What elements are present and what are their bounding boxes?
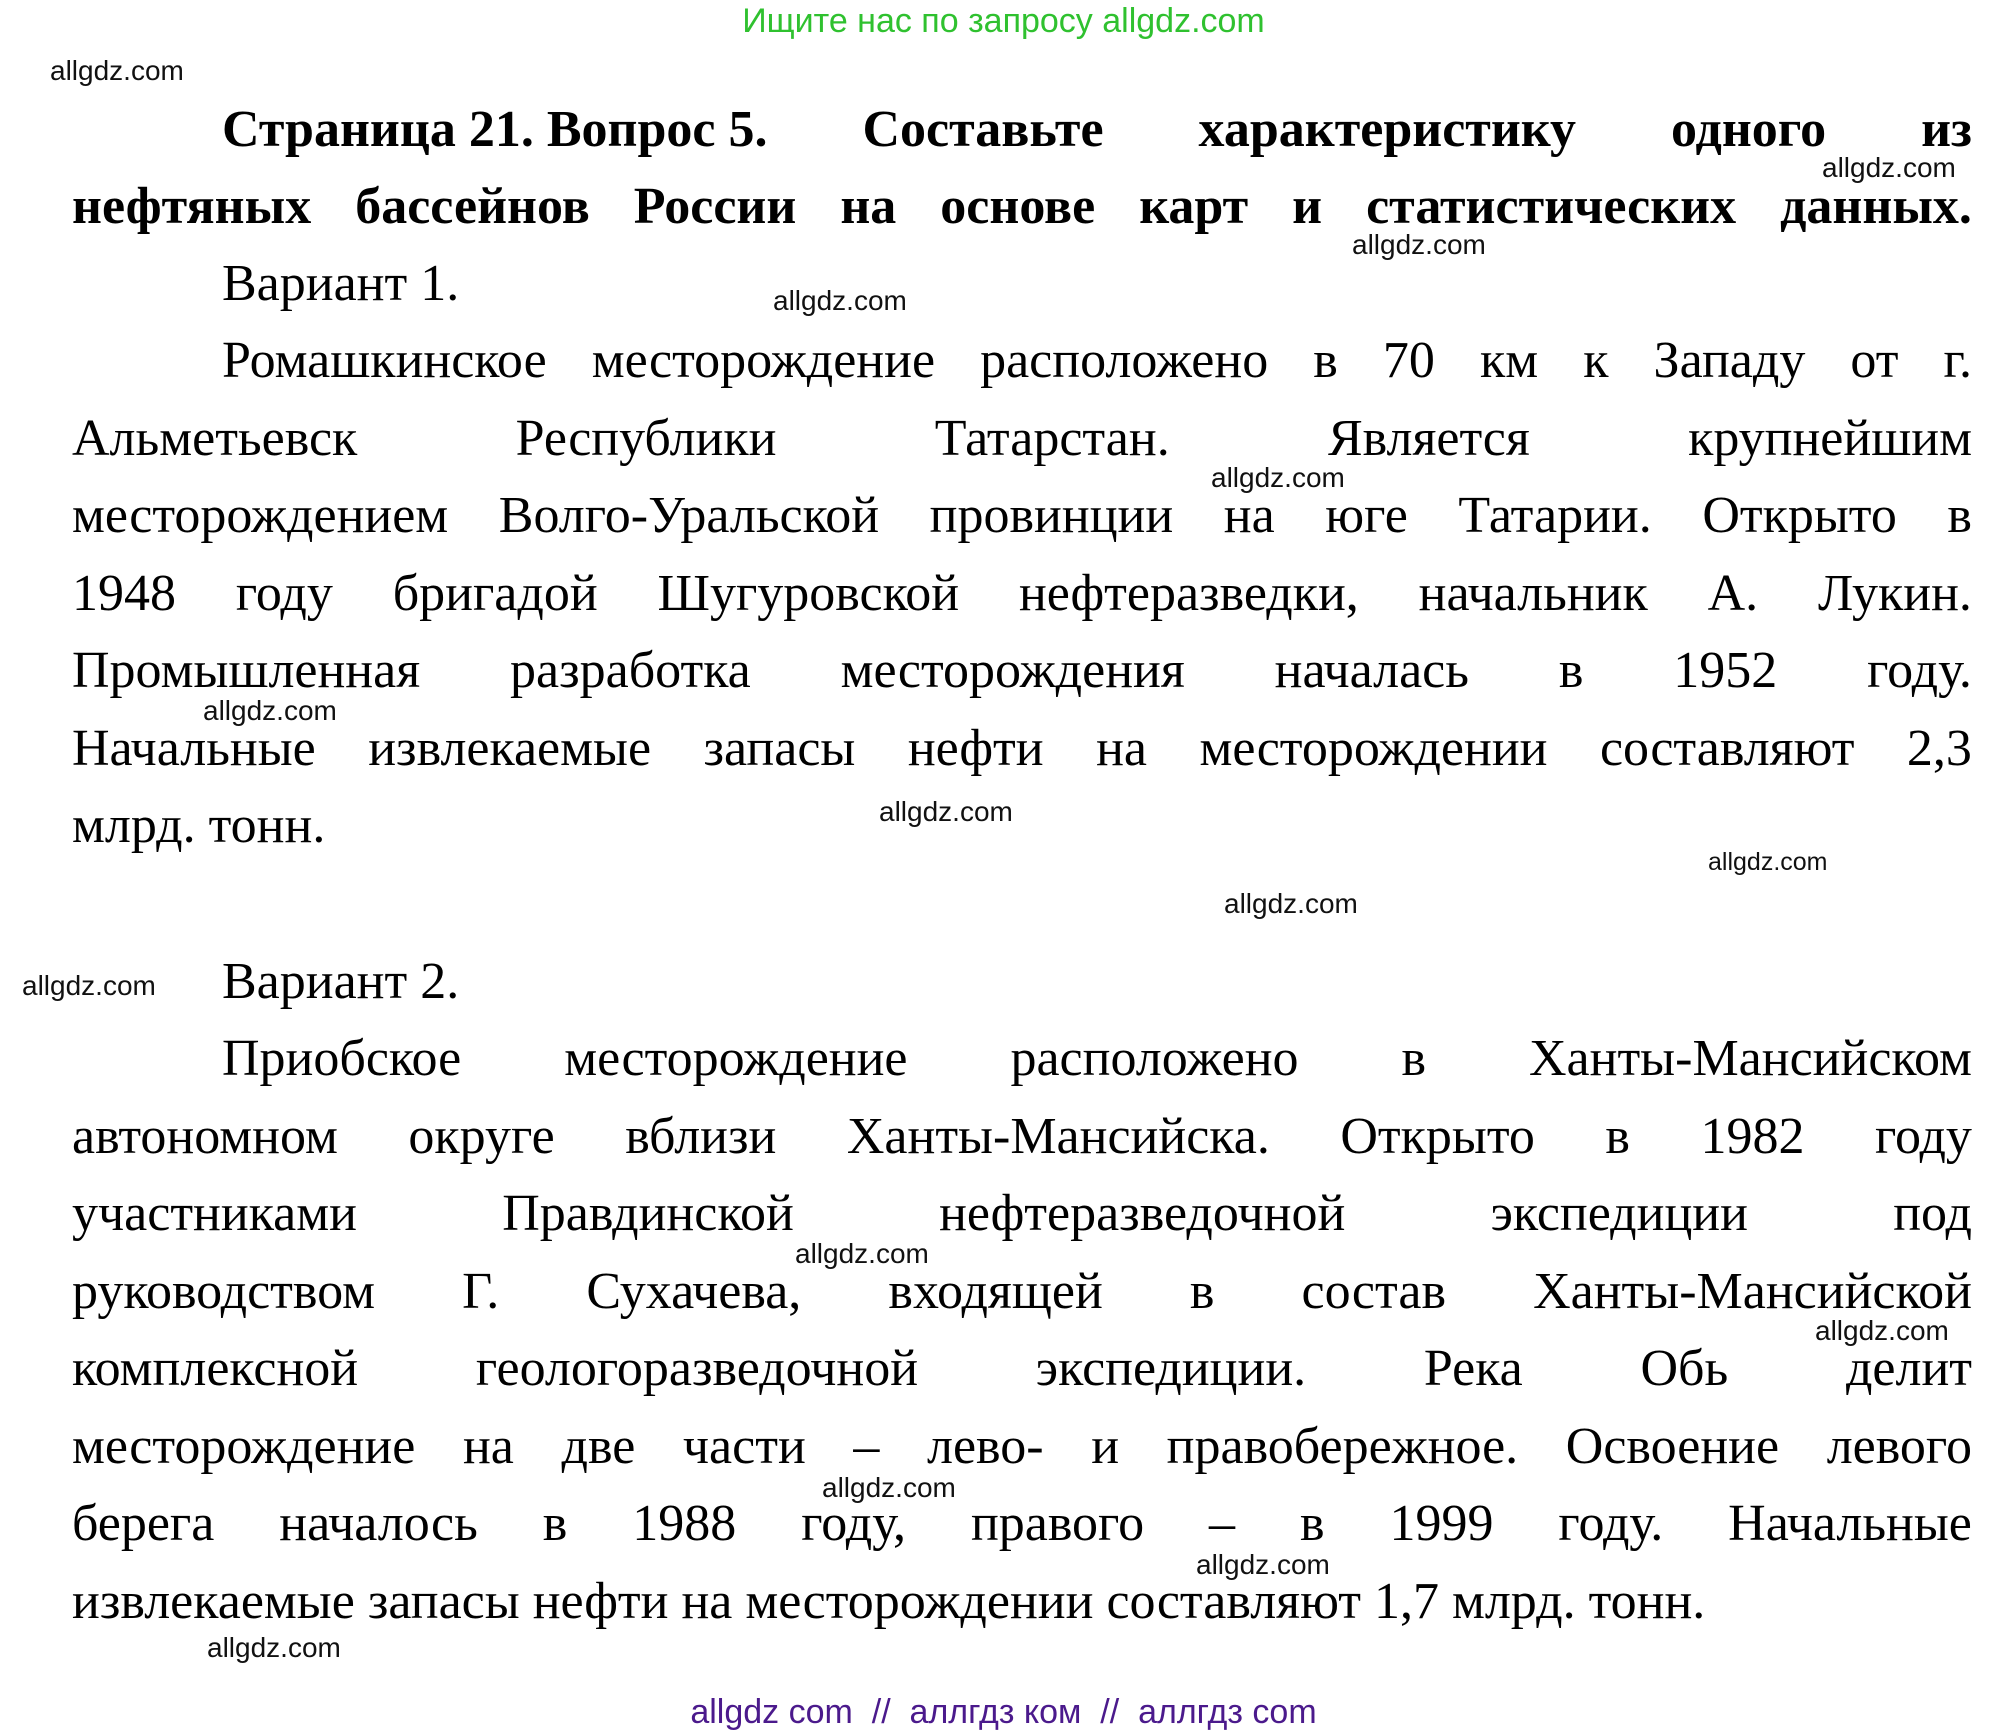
variant2-line-7 bbox=[72, 1485, 1972, 1562]
variant1-title: Вариант 1. bbox=[222, 255, 460, 312]
word: нефти bbox=[907, 719, 1044, 777]
word: под bbox=[1893, 1185, 1972, 1242]
word: году, bbox=[801, 1495, 907, 1552]
word: разработка bbox=[510, 642, 751, 699]
variant2-line-1 bbox=[72, 1020, 1972, 1097]
word: характеристику bbox=[1198, 101, 1577, 158]
word: правобережное. bbox=[1166, 1417, 1519, 1475]
word: России bbox=[633, 178, 797, 235]
variant1-line-3 bbox=[72, 477, 1972, 554]
word: в bbox=[1947, 487, 1972, 544]
word: нефтеразведки, bbox=[1018, 564, 1359, 622]
word: году bbox=[1874, 1107, 1972, 1165]
word: одного bbox=[1671, 101, 1827, 158]
word: округе bbox=[408, 1107, 555, 1165]
word: началась bbox=[1274, 642, 1469, 699]
word: части bbox=[682, 1417, 806, 1475]
watermark: allgdz.com bbox=[1708, 848, 1828, 876]
word: 70 bbox=[1382, 332, 1435, 389]
question-heading-line-1 bbox=[72, 91, 1972, 168]
word: Западу bbox=[1653, 332, 1806, 389]
variant2-line-8 bbox=[72, 1563, 1972, 1640]
word: левого bbox=[1826, 1417, 1972, 1475]
word: Лукин. bbox=[1818, 564, 1972, 622]
watermark: allgdz.com bbox=[1822, 152, 1956, 183]
word: основе bbox=[940, 178, 1096, 235]
word: статистических bbox=[1366, 178, 1737, 235]
word: Ханты-Мансийском bbox=[1529, 1030, 1972, 1087]
word: Правдинской bbox=[502, 1185, 794, 1242]
word: крупнейшим bbox=[1688, 409, 1972, 467]
word: участниками bbox=[72, 1185, 357, 1242]
watermark: allgdz.com bbox=[22, 970, 156, 1001]
watermark: allgdz.com bbox=[773, 285, 907, 316]
word: нефтяных bbox=[72, 178, 312, 235]
word: Река bbox=[1423, 1340, 1523, 1397]
variant1-line-4 bbox=[72, 555, 1972, 632]
word: 1982 bbox=[1700, 1107, 1805, 1165]
watermark: allgdz.com bbox=[1815, 1315, 1949, 1346]
word: – bbox=[853, 1417, 880, 1475]
word: юге bbox=[1325, 487, 1408, 544]
word: и bbox=[1091, 1417, 1120, 1475]
variant2-title: Вариант 2. bbox=[222, 953, 460, 1010]
word: на bbox=[1223, 487, 1275, 544]
word: начальник bbox=[1418, 564, 1648, 622]
word: правого bbox=[970, 1495, 1145, 1552]
word: провинции bbox=[929, 487, 1174, 544]
word: Шугуровской bbox=[657, 564, 960, 622]
word: бригадой bbox=[392, 564, 598, 622]
word: на bbox=[840, 178, 897, 235]
word: лево- bbox=[927, 1417, 1044, 1475]
variant1-line-6 bbox=[72, 710, 1972, 787]
word: году. bbox=[1558, 1495, 1664, 1552]
word: руководством bbox=[72, 1262, 376, 1320]
word: 1988 bbox=[632, 1495, 737, 1552]
word: месторождении bbox=[1199, 719, 1548, 777]
word: Ханты-Мансийской bbox=[1533, 1262, 1972, 1320]
word: месторождение bbox=[72, 1417, 416, 1475]
word: началось bbox=[279, 1495, 478, 1552]
word: делит bbox=[1845, 1340, 1972, 1397]
word: извлекаемые bbox=[368, 719, 652, 777]
word: Промышленная bbox=[72, 642, 421, 699]
word: 2,3 bbox=[1906, 719, 1972, 777]
word: году. bbox=[1867, 642, 1972, 699]
word: в bbox=[1189, 1262, 1215, 1320]
word: Является bbox=[1327, 409, 1530, 467]
variant2-line-3 bbox=[72, 1175, 1972, 1252]
question-heading-line-2 bbox=[72, 168, 1972, 245]
word: Освоение bbox=[1565, 1417, 1780, 1475]
word: к bbox=[1583, 332, 1609, 389]
word: Республики bbox=[515, 409, 777, 467]
watermark: allgdz.com bbox=[207, 1632, 341, 1663]
word: экспедиции bbox=[1490, 1185, 1748, 1242]
word: из bbox=[1921, 101, 1972, 158]
word: Составьте bbox=[862, 101, 1104, 158]
variant2-line-5 bbox=[72, 1330, 1972, 1407]
word: млрд. тонн. bbox=[72, 797, 326, 854]
mirror-links-footer: allgdz com // аллгдз ком // аллгдз com bbox=[690, 1693, 1317, 1731]
watermark: allgdz.com bbox=[203, 695, 337, 726]
word: на bbox=[462, 1417, 514, 1475]
variant2-line-4 bbox=[72, 1253, 1972, 1330]
word: А. bbox=[1707, 564, 1759, 622]
word: в bbox=[1558, 642, 1584, 699]
watermark: allgdz.com bbox=[1196, 1549, 1330, 1580]
watermark: allgdz.com bbox=[1224, 888, 1358, 919]
variant1-line-5 bbox=[72, 632, 1972, 709]
word: берега bbox=[72, 1495, 215, 1552]
word: Приобское bbox=[222, 1030, 462, 1087]
word: входящей bbox=[888, 1262, 1103, 1320]
word: 1952 bbox=[1673, 642, 1778, 699]
word: в bbox=[1299, 1495, 1325, 1552]
word: в bbox=[1605, 1107, 1630, 1165]
word: г. bbox=[1943, 332, 1972, 389]
word: в bbox=[1401, 1030, 1427, 1087]
word: Ханты-Мансийска. bbox=[846, 1107, 1270, 1165]
word: – bbox=[1209, 1495, 1236, 1552]
word: карт bbox=[1139, 178, 1249, 235]
word: месторождением bbox=[72, 487, 449, 544]
word: бассейнов bbox=[355, 178, 590, 235]
watermark: allgdz.com bbox=[822, 1472, 956, 1503]
word: автономном bbox=[72, 1107, 338, 1165]
word: геологоразведочной bbox=[475, 1340, 919, 1397]
word: Обь bbox=[1640, 1340, 1729, 1397]
word: Альметьевск bbox=[72, 409, 358, 467]
word: извлекаемые запасы нефти на месторождении составляют 1,7 млрд. тонн. bbox=[72, 1572, 1706, 1630]
word: Ромашкинское bbox=[222, 332, 547, 389]
word: состав bbox=[1301, 1262, 1446, 1320]
watermark: allgdz.com bbox=[1211, 462, 1345, 493]
watermark: allgdz.com bbox=[1352, 229, 1486, 260]
search-banner: Ищите нас по запросу allgdz.com bbox=[742, 2, 1265, 40]
variant1-line-2 bbox=[72, 400, 1972, 477]
word: комплексной bbox=[72, 1340, 359, 1397]
word: 1948 bbox=[72, 564, 176, 622]
word: вблизи bbox=[625, 1107, 777, 1165]
word: на bbox=[1096, 719, 1147, 777]
word: Г. bbox=[462, 1262, 500, 1320]
word: запасы bbox=[703, 719, 856, 777]
word: Начальные bbox=[1728, 1495, 1972, 1552]
word: данных. bbox=[1780, 178, 1972, 235]
word: Страница 21. Вопрос 5. bbox=[222, 101, 768, 158]
word: расположено bbox=[1010, 1030, 1299, 1087]
word: нефтеразведочной bbox=[939, 1185, 1346, 1242]
word: 1999 bbox=[1389, 1495, 1494, 1552]
word: Открыто bbox=[1702, 487, 1897, 544]
watermark: allgdz.com bbox=[50, 55, 184, 86]
word: месторождение bbox=[564, 1030, 908, 1087]
word: и bbox=[1292, 178, 1323, 235]
word: Волго-Уральской bbox=[498, 487, 880, 544]
word: месторождение bbox=[591, 332, 936, 389]
word: составляют bbox=[1599, 719, 1855, 777]
variant2-line-6 bbox=[72, 1408, 1972, 1485]
word: две bbox=[561, 1417, 636, 1475]
word: расположено bbox=[980, 332, 1269, 389]
word: Татарии. bbox=[1458, 487, 1652, 544]
word: Начальные bbox=[72, 719, 316, 777]
word: в bbox=[1313, 332, 1338, 389]
word: Открыто bbox=[1340, 1107, 1535, 1165]
word: экспедиции. bbox=[1035, 1340, 1307, 1397]
variant1-line-7 bbox=[72, 787, 1972, 864]
word: км bbox=[1479, 332, 1539, 389]
word: Сухачева, bbox=[586, 1262, 802, 1320]
watermark: allgdz.com bbox=[879, 796, 1013, 827]
variant1-line-1 bbox=[72, 322, 1972, 399]
variant2-line-2 bbox=[72, 1098, 1972, 1175]
watermark: allgdz.com bbox=[795, 1238, 929, 1269]
word: месторождения bbox=[840, 642, 1185, 699]
word: году bbox=[235, 564, 333, 622]
word: Татарстан. bbox=[934, 409, 1170, 467]
word: от bbox=[1850, 332, 1899, 389]
word: в bbox=[542, 1495, 568, 1552]
